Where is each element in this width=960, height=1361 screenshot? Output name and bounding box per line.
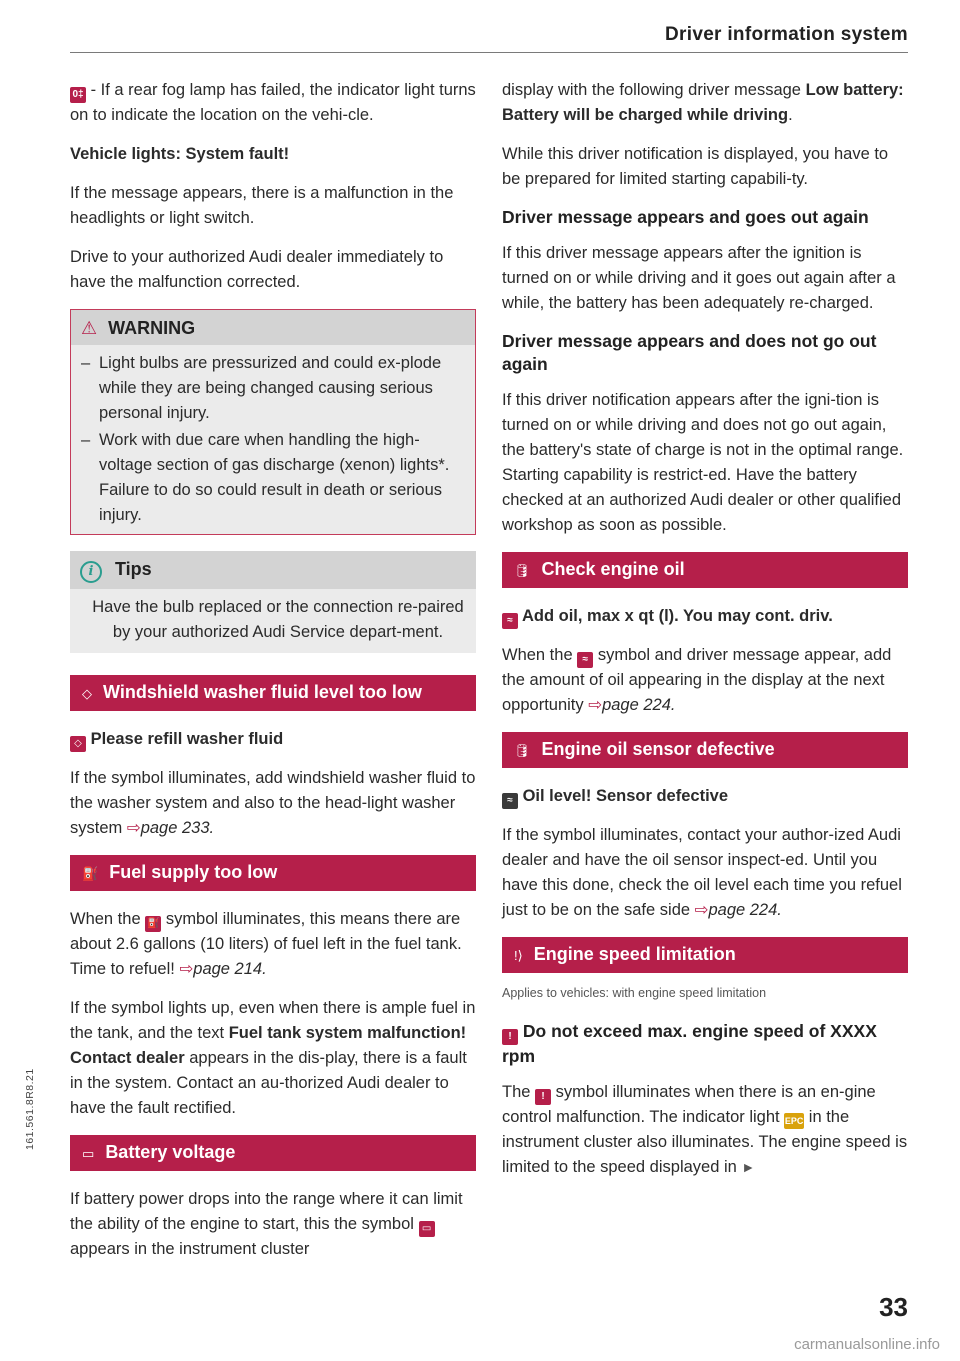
sensor-heading: ≈ Oil level! Sensor defective: [502, 784, 908, 809]
rear-fog-lamp-icon: 0‡: [70, 87, 86, 103]
page-ref-link[interactable]: page 233.: [140, 819, 215, 837]
vehicle-lights-paragraph-2: Drive to your authorized Audi dealer immediately to have the malfunction corrected.: [70, 248, 444, 291]
left-column: [70, 78, 476, 1276]
warning-item: – Work with due care when handling the high-voltage section of gas discharge (xenon) lights*. Failure to do so could result in death or serious injury.: [81, 428, 465, 528]
oil-can-icon: ≈: [577, 652, 593, 668]
engine-speed-icon: !: [535, 1089, 551, 1105]
page-number: 33: [879, 1292, 908, 1322]
page-ref-link[interactable]: page 224.: [602, 696, 676, 714]
not-out-paragraph: If this driver notification appears after the igni-tion is turned on or while driving and does not go out again, the battery's state of charge is not in the optimal range. Starting capability is restrict-ed. Have the battery checked at an authorized Audi dealer or other qualified workshop as soon as possible.: [502, 391, 904, 534]
warning-header: ⚠ WARNING: [71, 310, 475, 345]
battery-paragraph-2: While this driver notification is displayed, you have to be prepared for limited starting capabili-ty.: [502, 145, 889, 188]
goes-out-paragraph: If this driver message appears after the ignition is turned on or while driving and it goes out again after a while, the battery has been adequately re-charged.: [502, 244, 896, 312]
battery-paragraph: If battery power drops into the range where it can limit the ability of the engine to start, this the symbol ▭ appears in the instrument cluster: [70, 1190, 463, 1258]
oil-paragraph: When the ≈ symbol and driver message appear, add the amount of oil appearing in the display at the next opportunity ⇨page 224.: [502, 646, 892, 714]
page-ref-arrow-icon: ⇨: [588, 696, 603, 714]
page-ref-arrow-icon: ⇨: [179, 960, 194, 978]
speed-paragraph: The ! symbol illuminates when there is an en-gine control malfunction. The indicator light EPC in the instrument cluster also illuminates. The engine speed is limited to the speed displayed in ►: [502, 1083, 908, 1176]
continue-arrow-icon: ►: [741, 1159, 756, 1175]
speed-heading: ! Do not exceed max. engine speed of XXXX rpm: [502, 1021, 877, 1066]
warning-item: – Light bulbs are pressurized and could ex-plode while they are being changed causing serious personal injury.: [81, 351, 465, 426]
battery-icon: ▭: [82, 1146, 95, 1161]
warning-triangle-icon: ⚠: [81, 318, 98, 338]
oil-sensor-icon: ≈: [502, 793, 518, 809]
info-icon: i: [80, 561, 102, 583]
fuel-pump-icon: ⛽: [82, 866, 99, 881]
oil-sensor-icon: 🛢: [514, 743, 531, 758]
washer-paragraph: If the symbol illuminates, add windshield washer fluid to the washer system and also to the head-light washer system ⇨page 233.: [70, 769, 476, 837]
header-rule: [70, 52, 908, 53]
washer-fluid-icon: ◇: [70, 736, 86, 752]
tips-body: [70, 589, 476, 653]
sensor-paragraph: If the symbol illuminates, contact your author-ized Audi dealer and have the oil sensor inspect-ed. Until you have this done, check the oil level each time you refuel just to be on the safe side ⇨page 224.: [502, 826, 902, 919]
not-out-heading: Driver message appears and does not go out again: [502, 331, 877, 374]
battery-icon: ▭: [419, 1221, 435, 1237]
oil-can-icon: 🛢: [514, 563, 531, 578]
engine-speed-icon: !⟩: [514, 948, 523, 963]
vehicle-lights-paragraph-1: If the message appears, there is a malfunction in the headlights or light switch.: [70, 184, 454, 227]
watermark: carmanualsonline.info: [794, 1336, 940, 1353]
fuel-paragraph-2: If the symbol lights up, even when there is ample fuel in the tank, and the text Fuel tank system malfunction! Contact dealer appears in the dis-play, there is a fault in the system. Contact an au-thorized Audi dealer to have the fault rectified.: [70, 999, 476, 1117]
page-header-title: Driver information system: [665, 24, 908, 45]
engine-speed-icon: !: [502, 1029, 518, 1045]
section-band-engine-speed: !⟩ Engine speed limitation: [502, 937, 908, 973]
page-ref-arrow-icon: ⇨: [694, 901, 709, 919]
page-ref-arrow-icon: ⇨: [126, 819, 141, 837]
section-band-battery: ▭ Battery voltage: [70, 1135, 476, 1171]
washer-fluid-icon: ◇: [82, 686, 92, 701]
fuel-pump-icon: ⛽: [145, 916, 161, 932]
battery-continued-paragraph: display with the following driver message Low battery: Battery will be charged while driving.: [502, 81, 904, 124]
section-band-oil: 🛢 Check engine oil: [502, 552, 908, 588]
right-column: [502, 78, 908, 1194]
oil-heading: ≈ Add oil, max x qt (l). You may cont. driv.: [502, 604, 908, 629]
section-band-oil-sensor: 🛢 Engine oil sensor defective: [502, 732, 908, 768]
tips-header: i Tips: [70, 551, 476, 589]
page-ref-link[interactable]: page 214.: [193, 960, 267, 978]
epc-indicator-icon: EPC: [784, 1113, 804, 1129]
page-ref-link[interactable]: page 224.: [708, 901, 782, 919]
oil-can-icon: ≈: [502, 613, 518, 629]
warning-body: [71, 345, 475, 534]
washer-heading: ◇ Please refill washer fluid: [70, 727, 476, 752]
fuel-paragraph-1: When the ⛽ symbol illuminates, this means there are about 2.6 gallons (10 liters) of fuel left in the fuel tank. Time to refuel! ⇨page 214.: [70, 910, 462, 978]
tips-text: Have the bulb replaced or the connection re-paired by your authorized Audi Service depart-ment.: [92, 598, 464, 641]
vehicle-lights-heading: Vehicle lights: System fault!: [70, 145, 290, 163]
applies-to-note: Applies to vehicles: with engine speed limitation: [502, 986, 767, 1000]
warning-box: [70, 309, 476, 535]
goes-out-heading: Driver message appears and goes out again: [502, 207, 869, 227]
side-document-code: 161.561.8R8.21: [24, 1068, 36, 1150]
section-band-washer: ◇ Windshield washer fluid level too low: [70, 675, 476, 711]
section-band-fuel: ⛽ Fuel supply too low: [70, 855, 476, 891]
fog-lamp-paragraph: 0‡ - If a rear fog lamp has failed, the indicator light turns on to indicate the location on the vehi-cle.: [70, 81, 476, 124]
